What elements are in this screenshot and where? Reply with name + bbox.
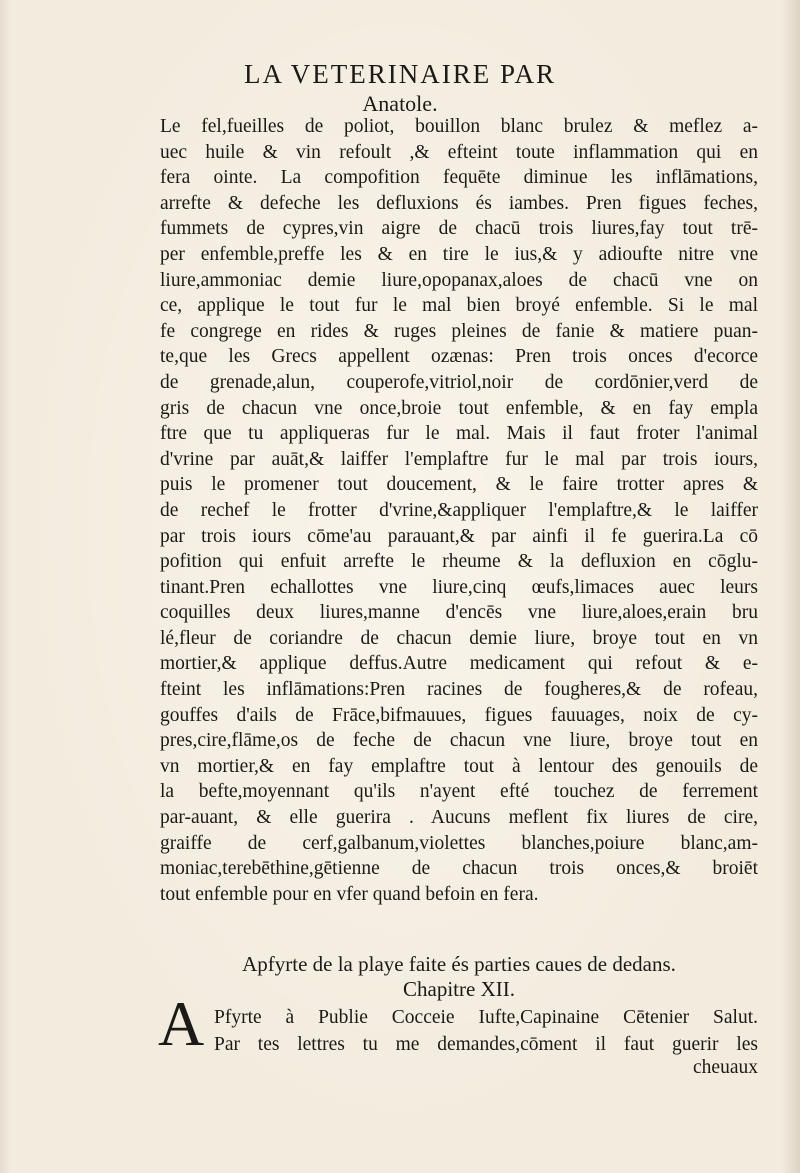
text-line: liure,ammoniac demie liure,opopanax,aloes de chacū vne on [160, 269, 758, 291]
chapter-text [214, 1004, 758, 1058]
text-line: pres,cire,flāme,os de feche de chacun vne liure, broye tout en [160, 730, 758, 752]
text-line: puis le promener tout doucement, & le faire trotter apres & [160, 474, 758, 496]
text-line: tout enfemble pour en vfer quand befoin en fera. [160, 883, 539, 905]
text-line: ce, applique le tout fur le mal bien broyé enfemble. Si le mal [160, 295, 758, 317]
text-line: fe congrege en rides & ruges pleines de fanie & matiere puan- [160, 320, 758, 342]
page-edge-shadow [782, 0, 800, 1173]
drop-cap: A [158, 988, 205, 1059]
text-line: tinant.Pren echallottes vne liure,cinq œufs,limaces auec leurs [160, 576, 758, 598]
text-line: vn mortier,& en fay emplaftre tout à lentour des genouils de [160, 755, 758, 777]
text-line: graiffe de cerf,galbanum,violettes blanches,poiure blanc,am- [160, 832, 758, 854]
running-head: LA VETERINAIRE PAR [243, 59, 557, 89]
text-line: ftre que tu appliqueras fur le mal. Mais il faut froter l'animal [160, 423, 758, 445]
catchword: cheuaux [693, 1057, 758, 1078]
text-line: uec huile & vin refoult ,& efteint toute inflammation qui en [160, 141, 758, 163]
text-line: pofition qui enfuit arrefte le rheume & la defluxion en cōglu- [160, 551, 758, 573]
text-line: gris de chacun vne once,broie tout enfemble, & en fay empla [160, 397, 758, 419]
text-line: coquilles deux liures,manne d'encēs vne liure,aloes,erain bru [160, 602, 758, 624]
text-line: de rechef le frotter d'vrine,&appliquer l'emplaftre,& le laiffer [160, 499, 758, 521]
chapter-heading: Chapitre XII. [403, 977, 515, 1001]
text-line: Le fel,fueilles de poliot, bouillon blanc brulez & meflez a- [160, 116, 758, 137]
text-line: Pfyrte à Publie Cocceie Iufte,Capinaine Cētenier Salut. [214, 1007, 758, 1028]
text-line: par trois iours cōme'au parauant,& par ainfi il fe guerira.La cō [160, 525, 758, 547]
text-line: gouffes d'ails de Frāce,bifmauues, figues fauuages, noix de cy- [160, 704, 758, 726]
text-line: de grenade,alun, couperofe,vitriol,noir de cordōnier,verd de [160, 371, 758, 393]
text-line: moniac,terebēthine,gētienne de chacun trois onces,& broiēt [160, 858, 758, 880]
text-line: per enfemble,preffe les & en tire le ius,& y adioufte nitre vne [160, 243, 758, 265]
text-line: mortier,& applique deffus.Autre medicament qui refout & e- [160, 653, 758, 675]
text-line: la befte,moyennant qu'ils n'ayent efté touchez de ferrement [160, 781, 758, 803]
text-line: par-auant, & elle guerira . Aucuns meflent fix liures de cire, [160, 807, 758, 829]
gutter-shadow [0, 0, 10, 1173]
text-line: d'vrine par auāt,& laiffer l'emplaftre fur le mal par trois iours, [160, 448, 758, 470]
text-line: fummets de cypres,vin aigre de chacū trois liures,fay tout trē- [160, 218, 758, 240]
text-line: arrefte & defeche les defluxions és iambes. Pren figues feches, [160, 192, 758, 214]
text-line: fteint les inflāmations:Pren racines de fougheres,& de rofeau, [160, 679, 758, 701]
running-head-author: Anatole. [362, 91, 438, 116]
text-line: lé,fleur de coriandre de chacun demie liure, broye tout en vn [160, 627, 758, 649]
text-line: te,que les Grecs appellent ozænas: Pren trois onces d'ecorce [160, 346, 758, 368]
section-title: Apfyrte de la playe faite és parties caues de dedans. [242, 952, 676, 976]
text-line: Par tes lettres tu me demandes,cōment il faut guerir les [214, 1034, 758, 1055]
body-text [160, 114, 758, 907]
text-line: fera ointe. La compofition fequēte diminue les inflāmations, [160, 167, 758, 189]
